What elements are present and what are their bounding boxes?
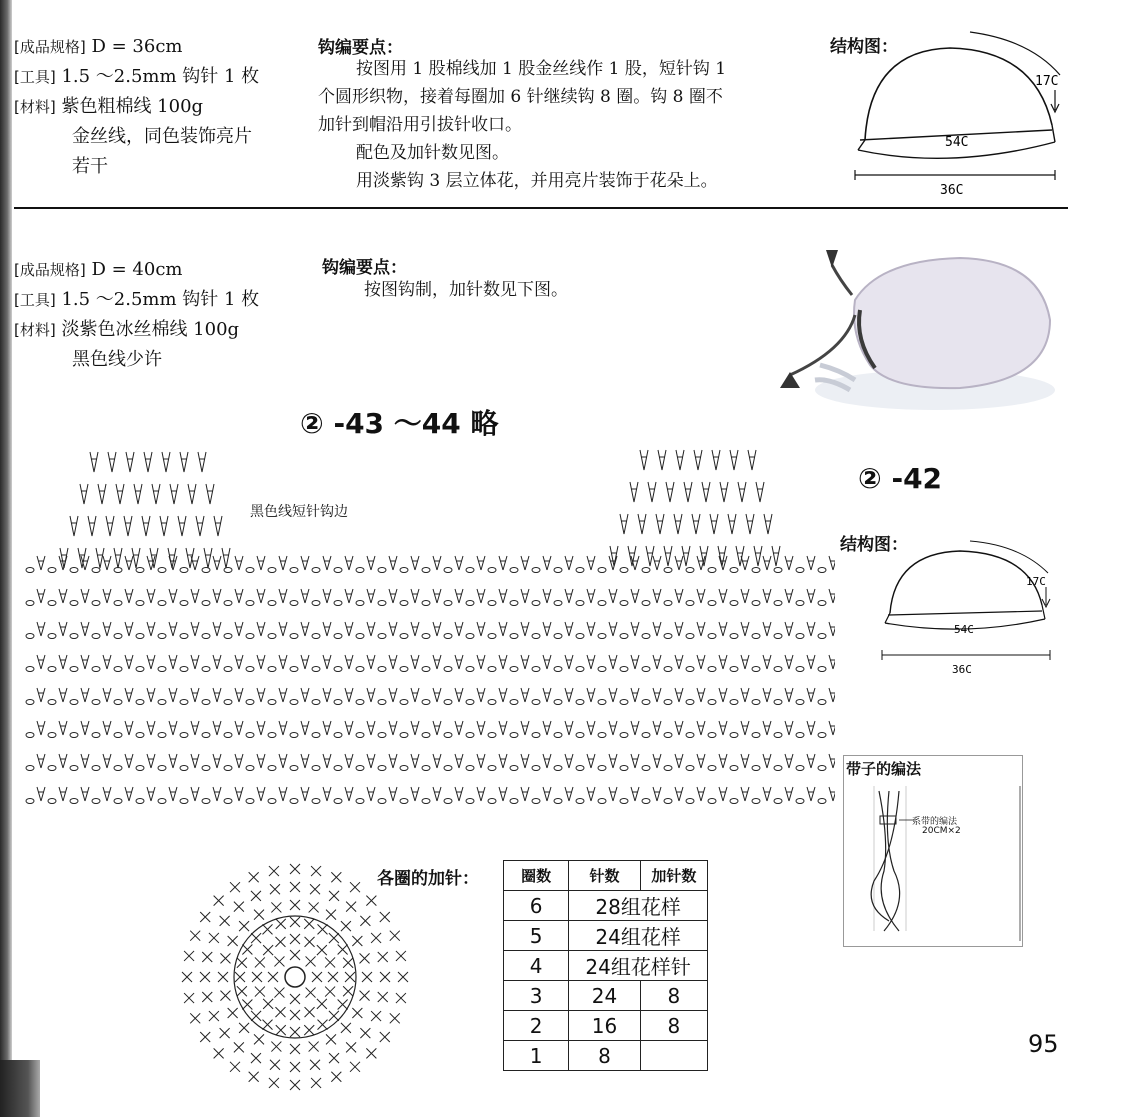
spec-material: [材料] 紫色粗棉线 100g [14, 96, 204, 117]
dim-width-2: 36C [952, 663, 972, 676]
hat-structure-diagram-2 [870, 535, 1070, 680]
table-row: 3 24 8 [504, 981, 708, 1011]
strap-note: 系带的编法 [912, 817, 958, 827]
page-corner-shadow [0, 1060, 40, 1117]
strap-length: 20CM×2 [922, 826, 961, 836]
structure-title-2: 结构图： [840, 535, 908, 555]
crown-circle-chart [170, 852, 420, 1102]
header-increase: 加针数 [640, 861, 707, 891]
note-line: 用淡紫钩 3 层立体花，并用亮片装饰于花朵上。 [356, 171, 718, 191]
notes-body-1 [318, 55, 808, 195]
note-line: 配色及加针数见图。 [356, 143, 509, 163]
spec-tool: [工具] 1.5 ～2.5mm 钩针 1 枚 [14, 66, 260, 87]
note-line: 按图钩制，加针数见下图。 [364, 280, 568, 300]
pattern-note: 黑色线短针钩边 [250, 504, 348, 520]
spec-size: [成品规格] D = 36cm [14, 36, 183, 57]
spec-material: [材料] 淡紫色冰丝棉线 100g [14, 319, 240, 340]
spec-material-extra: 黑色线少许 [72, 349, 162, 370]
increase-table [503, 860, 708, 1071]
notes-title-1: 钩编要点： [318, 38, 403, 58]
dim-crown-1: 17C [1035, 74, 1059, 89]
dim-circ-1: 54C [945, 135, 969, 150]
header-round: 圈数 [504, 861, 569, 891]
spec-material-extra2: 若干 [72, 156, 108, 177]
table-row: 5 24组花样 [504, 921, 708, 951]
note-line: 加针到帽沿用引拔针收口。 [318, 115, 522, 135]
table-row: 2 16 8 [504, 1011, 708, 1041]
spec-material-extra: 金丝线，同色装饰亮片 [72, 126, 252, 147]
spec-list-2 [14, 255, 314, 375]
book-spine-shadow [0, 0, 12, 1117]
pattern-title: ② -43 ～44 略 [300, 407, 499, 440]
increase-label: 各圈的加针： [377, 869, 479, 889]
dim-width-1: 36C [940, 183, 964, 198]
hat-photo [760, 240, 1070, 415]
spec-list-1 [14, 32, 314, 182]
note-line: 个圆形织物，接着每圈加 6 针继续钩 8 圈。钩 8 圈不 [318, 87, 723, 107]
header-stitches: 针数 [569, 861, 640, 891]
page-number: 95 [1028, 1030, 1059, 1058]
model-label: ② -42 [858, 462, 943, 495]
crochet-pattern-chart [20, 430, 835, 855]
strap-title: 带子的编法 [846, 760, 922, 778]
note-line: 按图用 1 股棉线加 1 股金丝线作 1 股，短针钩 1 [356, 59, 727, 79]
table-row: 1 8 [504, 1041, 708, 1071]
dim-circ-2: 54C [954, 623, 974, 636]
notes-title-2: 钩编要点： [322, 258, 407, 278]
strap-braid-diagram [844, 781, 1022, 946]
hat-structure-diagram-1 [840, 20, 1080, 200]
dim-crown-2: 17C [1026, 575, 1046, 588]
spec-size: [成品规格] D = 40cm [14, 259, 183, 280]
table-row: 6 28组花样 [504, 891, 708, 921]
section-divider [14, 207, 1068, 209]
table-header-row [504, 861, 708, 891]
table-row: 4 24组花样针 [504, 951, 708, 981]
strap-panel [843, 755, 1023, 947]
spec-tool: [工具] 1.5 ～2.5mm 钩针 1 枚 [14, 289, 260, 310]
structure-title-1: 结构图： [830, 37, 898, 57]
